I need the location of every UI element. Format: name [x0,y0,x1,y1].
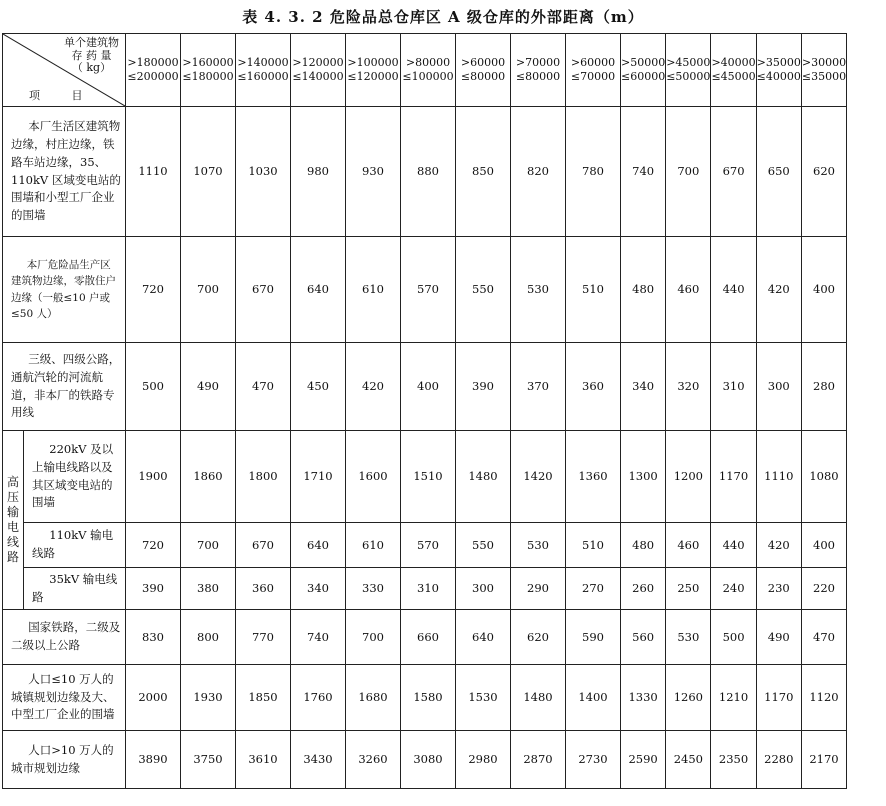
column-upper-bound: ≤160000 [237,70,289,83]
column-header [456,34,511,107]
table-cell: 550 [456,523,511,568]
table-cell: 1530 [456,665,511,731]
header-corner-cell [3,34,126,107]
column-lower-bound: >160000 [182,56,234,70]
table-cell: 510 [566,523,621,568]
group-label-char: 输 [6,505,19,519]
column-header [181,34,236,107]
table-cell: 460 [666,237,711,343]
column-header [346,34,401,107]
table-cell: 620 [801,107,846,237]
table-cell: 490 [181,343,236,431]
column-header [621,34,666,107]
column-header [511,34,566,107]
row-label: 110kV 输电线路 [24,523,126,568]
table-cell: 650 [756,107,801,237]
table-cell: 420 [756,523,801,568]
column-header [666,34,711,107]
table-cell: 640 [291,523,346,568]
table-cell: 250 [666,568,711,610]
table-cell: 1300 [621,431,666,523]
table-cell: 1080 [801,431,846,523]
column-header [566,34,621,107]
column-lower-bound: >30000 [801,56,847,70]
table-cell: 740 [291,610,346,665]
table-cell: 470 [801,610,846,665]
table-cell: 820 [511,107,566,237]
table-cell: 3890 [126,731,181,789]
distance-table [2,33,847,789]
group-label-char: 电 [6,520,19,534]
table-cell: 340 [621,343,666,431]
table-cell: 1600 [346,431,401,523]
table-cell: 510 [566,237,621,343]
column-upper-bound: ≤80000 [460,70,506,83]
table-cell: 670 [236,523,291,568]
table-cell: 220 [801,568,846,610]
table-cell: 500 [711,610,756,665]
table-cell: 1110 [126,107,181,237]
table-cell: 1900 [126,431,181,523]
column-upper-bound: ≤80000 [515,70,561,83]
table-cell: 850 [456,107,511,237]
column-lower-bound: >140000 [237,56,289,70]
table-row [3,568,847,610]
group-label-char: 压 [6,490,19,504]
table-cell: 1200 [666,431,711,523]
table-cell: 2870 [511,731,566,789]
table-cell: 1360 [566,431,621,523]
column-upper-bound: ≤100000 [402,70,454,83]
column-upper-bound: ≤180000 [182,70,234,83]
table-cell: 470 [236,343,291,431]
table-row [3,523,847,568]
table-row [3,431,847,523]
column-lower-bound: >35000 [756,56,801,70]
column-lower-bound: >60000 [570,56,616,70]
table-cell: 530 [511,237,566,343]
column-lower-bound: >60000 [460,56,506,70]
table-cell: 700 [181,523,236,568]
table-cell: 310 [401,568,456,610]
table-cell: 400 [401,343,456,431]
column-header [291,34,346,107]
table-cell: 320 [666,343,711,431]
table-cell: 360 [236,568,291,610]
table-cell: 720 [126,237,181,343]
table-cell: 290 [511,568,566,610]
table-cell: 530 [511,523,566,568]
table-cell: 1480 [511,665,566,731]
column-lower-bound: >180000 [127,56,179,70]
column-upper-bound: ≤70000 [570,70,616,83]
column-header [401,34,456,107]
row-label: 本厂危险品生产区建筑物边缘，零散住户边缘（一般≤10 户或≤50 人） [3,237,126,343]
table-cell: 3430 [291,731,346,789]
column-header [756,34,801,107]
table-cell: 440 [711,523,756,568]
table-cell: 610 [346,523,401,568]
table-cell: 1030 [236,107,291,237]
table-row [3,343,847,431]
table-cell: 640 [456,610,511,665]
corner-bottom-label: 项 目 [29,89,97,103]
table-cell: 480 [621,523,666,568]
table-cell: 880 [401,107,456,237]
table-cell: 2730 [566,731,621,789]
table-row [3,107,847,237]
table-cell: 500 [126,343,181,431]
table-cell: 2000 [126,665,181,731]
column-lower-bound: >40000 [711,56,756,70]
table-cell: 740 [621,107,666,237]
table-cell: 590 [566,610,621,665]
table-cell: 440 [711,237,756,343]
table-cell: 380 [181,568,236,610]
column-header [236,34,291,107]
column-lower-bound: >80000 [405,56,451,70]
group-label-char: 路 [6,550,19,564]
table-cell: 800 [181,610,236,665]
table-cell: 1510 [401,431,456,523]
table-cell: 3610 [236,731,291,789]
column-upper-bound: ≤40000 [756,70,801,83]
table-cell: 620 [511,610,566,665]
column-header [126,34,181,107]
column-lower-bound: >120000 [292,56,344,70]
table-cell: 1680 [346,665,401,731]
table-cell: 720 [126,523,181,568]
group-label-char: 高 [6,475,19,489]
table-row [3,610,847,665]
column-upper-bound: ≤140000 [292,70,344,83]
table-cell: 300 [456,568,511,610]
row-label: 35kV 输电线路 [24,568,126,610]
table-cell: 1170 [756,665,801,731]
table-cell: 530 [666,610,711,665]
table-cell: 1070 [181,107,236,237]
table-cell: 1260 [666,665,711,731]
row-label: 三级、四级公路，通航汽轮的河流航道，非本厂的铁路专用线 [3,343,126,431]
column-upper-bound: ≤120000 [347,70,399,83]
table-cell: 560 [621,610,666,665]
table-cell: 550 [456,237,511,343]
table-cell: 230 [756,568,801,610]
column-upper-bound: ≤60000 [621,70,666,83]
table-cell: 1120 [801,665,846,731]
corner-top-label: 单个建筑物 存 药 量 （ kg） [64,36,119,75]
table-cell: 570 [401,237,456,343]
table-cell: 400 [801,523,846,568]
table-row [3,731,847,789]
row-label: 人口>10 万人的城市规划边缘 [3,731,126,789]
table-cell: 1760 [291,665,346,731]
table-cell: 660 [401,610,456,665]
row-label: 国家铁路，二级及二级以上公路 [3,610,126,665]
table-cell: 1860 [181,431,236,523]
table-cell: 2170 [801,731,846,789]
table-cell: 480 [621,237,666,343]
table-cell: 490 [756,610,801,665]
table-cell: 980 [291,107,346,237]
table-cell: 1210 [711,665,756,731]
table-cell: 280 [801,343,846,431]
column-lower-bound: >45000 [666,56,711,70]
group-label-high-voltage [3,431,24,610]
table-cell: 1330 [621,665,666,731]
column-upper-bound: ≤50000 [666,70,711,83]
table-cell: 400 [801,237,846,343]
table-cell: 2280 [756,731,801,789]
table-cell: 1930 [181,665,236,731]
table-cell: 2980 [456,731,511,789]
table-cell: 2450 [666,731,711,789]
column-header [711,34,756,107]
table-cell: 830 [126,610,181,665]
table-cell: 670 [236,237,291,343]
table-cell: 570 [401,523,456,568]
table-cell: 360 [566,343,621,431]
table-cell: 780 [566,107,621,237]
row-label: 本厂生活区建筑物边缘，村庄边缘，铁路车站边缘，35、110kV 区域变电站的围墙和小型工厂企业的围墙 [3,107,126,237]
table-cell: 700 [181,237,236,343]
column-lower-bound: >100000 [347,56,399,70]
column-upper-bound: ≤45000 [711,70,756,83]
table-cell: 1710 [291,431,346,523]
table-cell: 300 [756,343,801,431]
column-lower-bound: >50000 [621,56,666,70]
table-cell: 1110 [756,431,801,523]
table-cell: 640 [291,237,346,343]
table-cell: 310 [711,343,756,431]
table-cell: 1400 [566,665,621,731]
table-cell: 1480 [456,431,511,523]
row-label: 220kV 及以上输电线路以及其区域变电站的围墙 [24,431,126,523]
table-cell: 340 [291,568,346,610]
table-cell: 240 [711,568,756,610]
table-cell: 2590 [621,731,666,789]
table-cell: 3080 [401,731,456,789]
table-cell: 700 [666,107,711,237]
table-title: 表 4. 3. 2 危险品总仓库区 A 级仓库的外部距离（m） [242,8,644,26]
table-cell: 930 [346,107,401,237]
table-cell: 460 [666,523,711,568]
column-lower-bound: >70000 [515,56,561,70]
table-cell: 700 [346,610,401,665]
table-cell: 610 [346,237,401,343]
table-cell: 420 [346,343,401,431]
table-cell: 1580 [401,665,456,731]
table-cell: 420 [756,237,801,343]
group-label-char: 线 [6,535,19,549]
table-cell: 450 [291,343,346,431]
column-header [801,34,846,107]
table-cell: 1420 [511,431,566,523]
table-cell: 3750 [181,731,236,789]
table-cell: 330 [346,568,401,610]
table-cell: 260 [621,568,666,610]
table-cell: 770 [236,610,291,665]
table-row [3,237,847,343]
table-cell: 670 [711,107,756,237]
table-cell: 3260 [346,731,401,789]
table-cell: 1850 [236,665,291,731]
table-cell: 1800 [236,431,291,523]
table-cell: 370 [511,343,566,431]
table-cell: 270 [566,568,621,610]
column-upper-bound: ≤35000 [801,70,847,83]
table-cell: 390 [456,343,511,431]
table-cell: 1170 [711,431,756,523]
table-row [3,665,847,731]
table-cell: 390 [126,568,181,610]
table-cell: 2350 [711,731,756,789]
column-upper-bound: ≤200000 [127,70,179,83]
row-label: 人口≤10 万人的城镇规划边缘及大、中型工厂企业的围墙 [3,665,126,731]
